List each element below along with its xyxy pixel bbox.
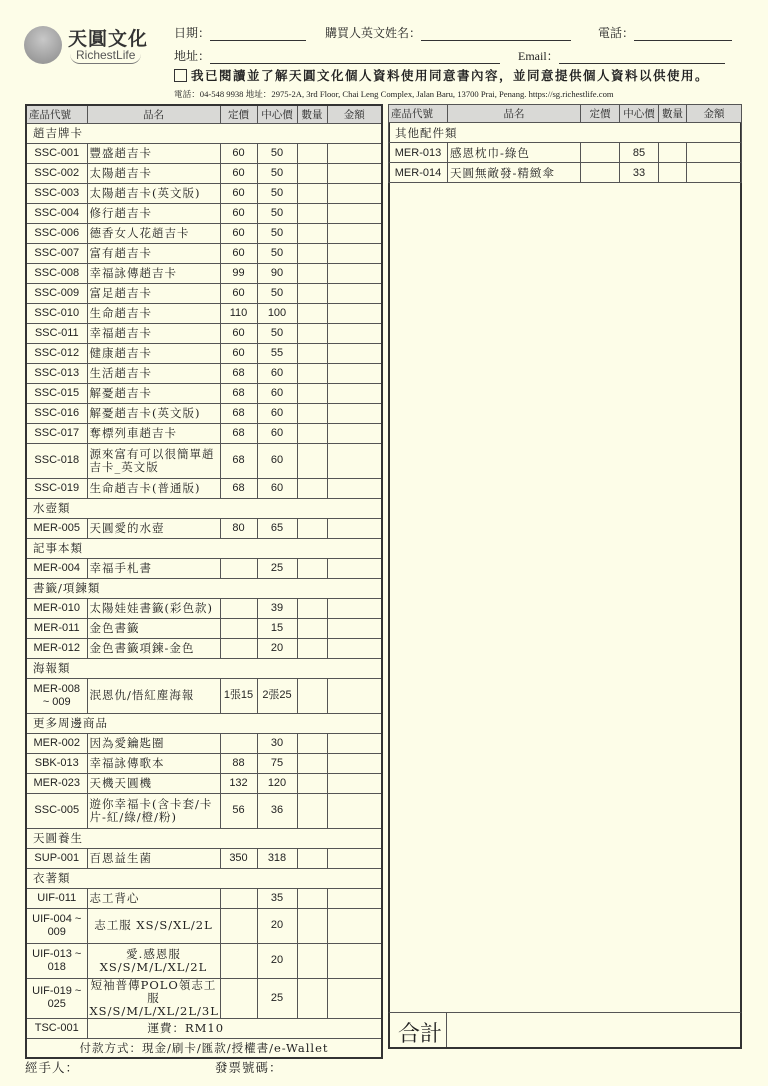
center-price: 60 <box>257 443 297 478</box>
center-price: 75 <box>257 753 297 773</box>
product-row <box>26 978 382 1018</box>
email-field[interactable] <box>518 47 725 64</box>
quantity-input[interactable] <box>297 243 327 263</box>
right-order-frame <box>388 104 742 1049</box>
list-price: 68 <box>220 423 257 443</box>
product-code: MER-014 <box>389 163 448 183</box>
list-price: 99 <box>220 263 257 283</box>
center-price: 318 <box>257 848 297 868</box>
list-price <box>220 618 257 638</box>
amount-input[interactable] <box>327 143 382 163</box>
date-label: 日期： <box>174 26 211 40</box>
amount-input[interactable] <box>327 243 382 263</box>
center-price: 20 <box>257 908 297 943</box>
center-price: 50 <box>257 143 297 163</box>
center-price: 25 <box>257 558 297 578</box>
center-price: 50 <box>257 203 297 223</box>
product-row <box>26 733 382 753</box>
payment-methods: 付款方式：現金/刷卡/匯款/授權書/e-Wallet <box>26 1038 382 1058</box>
list-price: 56 <box>220 793 257 828</box>
section-row <box>26 123 382 143</box>
product-code: SUP-001 <box>26 848 87 868</box>
product-code: UIF-011 <box>26 888 87 908</box>
list-price: 80 <box>220 518 257 538</box>
center-price: 50 <box>257 163 297 183</box>
product-code: SSC-019 <box>26 478 87 498</box>
amount-input[interactable] <box>327 423 382 443</box>
product-code: SSC-010 <box>26 303 87 323</box>
product-row <box>26 243 382 263</box>
product-name: 解憂趙吉卡(英文版) <box>87 403 220 423</box>
product-code: UIF-019 ~ 025 <box>26 978 87 1018</box>
product-row <box>389 143 742 163</box>
consent-text: 我已閱讀並了解天圓文化個人資料使用同意書內容，並同意提供個人資料以供使用。 <box>191 68 710 83</box>
list-price: 68 <box>220 478 257 498</box>
product-row <box>26 283 382 303</box>
section-row <box>26 538 382 558</box>
col-header-price: 定價 <box>581 105 620 123</box>
list-price: 350 <box>220 848 257 868</box>
product-code: SSC-011 <box>26 323 87 343</box>
product-code: UIF-013 ~ 018 <box>26 943 87 978</box>
quantity-input[interactable] <box>297 753 327 773</box>
product-code: MER-008 ~ 009 <box>26 678 87 713</box>
amount-input[interactable] <box>327 383 382 403</box>
center-price: 90 <box>257 263 297 283</box>
product-name: 幸福詠傳歌本 <box>87 753 220 773</box>
amount-input[interactable] <box>327 753 382 773</box>
center-price: 25 <box>257 978 297 1018</box>
center-price: 20 <box>257 638 297 658</box>
quantity-input[interactable] <box>297 978 327 1018</box>
product-name: 太陽趙吉卡 <box>87 163 220 183</box>
quantity-input[interactable] <box>297 323 327 343</box>
invoice-label: 發票號碼： <box>215 1060 283 1075</box>
product-code: SSC-017 <box>26 423 87 443</box>
list-price <box>220 908 257 943</box>
quantity-input[interactable] <box>297 183 327 203</box>
product-row <box>26 638 382 658</box>
product-name: 泯恩仇/悟紅塵海報 <box>87 678 220 713</box>
product-name: 生命趙吉卡(普通版) <box>87 478 220 498</box>
center-price: 120 <box>257 773 297 793</box>
list-price: 60 <box>220 223 257 243</box>
quantity-input[interactable] <box>297 733 327 753</box>
product-name: 愛.感恩服 XS/S/M/L/XL/2L <box>87 943 220 978</box>
company-contact: 電話：04-548 9938 地址：2975-2A, 3rd Floor, Chai Leng Complex, Jalan Baru, 13700 Prai, Penang. https://sg.richestlife.com <box>174 89 614 99</box>
payment-row <box>26 1038 382 1058</box>
product-name: 太陽娃娃書籤(彩色款) <box>87 598 220 618</box>
handler-label: 經手人： <box>25 1060 80 1075</box>
product-name: 百恩益生菌 <box>87 848 220 868</box>
section-row <box>26 713 382 733</box>
quantity-input[interactable] <box>297 908 327 943</box>
center-price: 65 <box>257 518 297 538</box>
product-code: SSC-001 <box>26 143 87 163</box>
list-price: 132 <box>220 773 257 793</box>
amount-input[interactable] <box>327 363 382 383</box>
col-header-code: 產品代號 <box>26 105 87 123</box>
amount-input[interactable] <box>327 558 382 578</box>
amount-input[interactable] <box>327 888 382 908</box>
product-code: MER-023 <box>26 773 87 793</box>
product-name: 金色書籤項鍊-金色 <box>87 638 220 658</box>
logo-en: RichestLife <box>70 48 141 64</box>
quantity-input[interactable] <box>297 848 327 868</box>
quantity-input[interactable] <box>297 478 327 498</box>
center-price: 60 <box>257 383 297 403</box>
product-row <box>26 518 382 538</box>
quantity-input[interactable] <box>297 638 327 658</box>
list-price: 60 <box>220 143 257 163</box>
product-code: MER-013 <box>389 143 448 163</box>
center-price: 30 <box>257 733 297 753</box>
col-header-center: 中心價 <box>257 105 297 123</box>
quantity-input[interactable] <box>297 773 327 793</box>
product-code: SSC-004 <box>26 203 87 223</box>
list-price <box>220 558 257 578</box>
center-price: 39 <box>257 598 297 618</box>
product-code: SSC-006 <box>26 223 87 243</box>
product-row <box>26 223 382 243</box>
right-order-table <box>388 104 742 183</box>
amount-input[interactable] <box>327 518 382 538</box>
section-row <box>26 498 382 518</box>
consent-checkbox[interactable] <box>174 66 709 84</box>
amount-input[interactable] <box>327 943 382 978</box>
product-name: 金色書籤 <box>87 618 220 638</box>
quantity-input[interactable] <box>297 558 327 578</box>
amount-input[interactable] <box>327 733 382 753</box>
amount-input[interactable] <box>327 443 382 478</box>
product-row <box>26 363 382 383</box>
list-price <box>220 943 257 978</box>
product-name: 短袖普傳POLO領志工服 XS/S/M/L/XL/2L/3L <box>87 978 220 1018</box>
center-price: 60 <box>257 423 297 443</box>
section-title: 記事本類 <box>26 538 382 558</box>
product-name: 天圓無敵發-精緻傘 <box>448 163 581 183</box>
center-price: 60 <box>257 478 297 498</box>
product-name: 德香女人花趙吉卡 <box>87 223 220 243</box>
shipping-code: TSC-001 <box>26 1018 87 1038</box>
total-row <box>388 1012 742 1049</box>
center-price: 100 <box>257 303 297 323</box>
amount-input[interactable] <box>327 978 382 1018</box>
quantity-input[interactable] <box>297 203 327 223</box>
product-name: 源來富有可以很簡單趙吉卡_英文版 <box>87 443 220 478</box>
list-price: 68 <box>220 403 257 423</box>
list-price: 60 <box>220 323 257 343</box>
product-row <box>26 618 382 638</box>
product-row <box>26 423 382 443</box>
email-label: Email： <box>518 49 559 63</box>
list-price <box>220 598 257 618</box>
product-row <box>26 443 382 478</box>
col-header-price: 定價 <box>220 105 257 123</box>
product-code: SSC-003 <box>26 183 87 203</box>
product-code: UIF-004 ~ 009 <box>26 908 87 943</box>
product-row <box>26 203 382 223</box>
product-name: 幸福詠傳趙吉卡 <box>87 263 220 283</box>
product-name: 奪標列車趙吉卡 <box>87 423 220 443</box>
quantity-input[interactable] <box>297 443 327 478</box>
shipping-label: 運費：RM10 <box>87 1018 382 1038</box>
left-order-table <box>25 104 383 1059</box>
amount-input[interactable] <box>327 773 382 793</box>
product-row <box>26 773 382 793</box>
quantity-input[interactable] <box>297 598 327 618</box>
section-row <box>389 123 742 143</box>
section-row <box>26 868 382 888</box>
section-title: 天圓養生 <box>26 828 382 848</box>
product-code: MER-011 <box>26 618 87 638</box>
product-code: MER-005 <box>26 518 87 538</box>
quantity-input[interactable] <box>297 423 327 443</box>
product-row <box>26 263 382 283</box>
product-name: 生命趙吉卡 <box>87 303 220 323</box>
product-row <box>26 908 382 943</box>
product-name: 天機天圓機 <box>87 773 220 793</box>
product-name: 富有趙吉卡 <box>87 243 220 263</box>
col-header-code: 產品代號 <box>389 105 448 123</box>
product-name: 富足趙吉卡 <box>87 283 220 303</box>
quantity-input[interactable] <box>297 343 327 363</box>
list-price <box>220 978 257 1018</box>
amount-input[interactable] <box>327 478 382 498</box>
col-header-qty: 數量 <box>659 105 687 123</box>
product-code: SSC-013 <box>26 363 87 383</box>
section-title: 衣著類 <box>26 868 382 888</box>
product-name: 遊你幸福卡(含卡套/卡片-紅/綠/橙/粉) <box>87 793 220 828</box>
buyer-field[interactable] <box>325 24 571 41</box>
amount-input[interactable] <box>327 343 382 363</box>
amount-input[interactable] <box>327 908 382 943</box>
amount-input[interactable] <box>327 618 382 638</box>
product-code: SSC-009 <box>26 283 87 303</box>
list-price <box>581 163 620 183</box>
center-price: 50 <box>257 243 297 263</box>
quantity-input[interactable] <box>297 888 327 908</box>
amount-input[interactable] <box>327 793 382 828</box>
product-name: 志工背心 <box>87 888 220 908</box>
center-price: 60 <box>257 363 297 383</box>
section-title: 其他配件類 <box>389 123 742 143</box>
center-price: 50 <box>257 283 297 303</box>
col-header-name: 品名 <box>87 105 220 123</box>
list-price <box>220 733 257 753</box>
quantity-input[interactable] <box>297 618 327 638</box>
product-row <box>26 943 382 978</box>
list-price: 88 <box>220 753 257 773</box>
product-code: SSC-016 <box>26 403 87 423</box>
amount-input[interactable] <box>327 303 382 323</box>
product-row <box>26 143 382 163</box>
product-row <box>26 343 382 363</box>
product-code: MER-004 <box>26 558 87 578</box>
product-code: SSC-002 <box>26 163 87 183</box>
product-row <box>26 793 382 828</box>
product-name: 感恩枕巾-綠色 <box>448 143 581 163</box>
product-name: 生活趙吉卡 <box>87 363 220 383</box>
product-row <box>26 403 382 423</box>
quantity-input[interactable] <box>297 383 327 403</box>
product-code: MER-002 <box>26 733 87 753</box>
section-title: 書籤/項鍊類 <box>26 578 382 598</box>
address-label: 地址： <box>174 49 211 63</box>
amount-input[interactable] <box>327 283 382 303</box>
list-price: 60 <box>220 183 257 203</box>
product-row <box>26 678 382 713</box>
product-code: MER-010 <box>26 598 87 618</box>
product-code: SBK-013 <box>26 753 87 773</box>
quantity-input[interactable] <box>659 163 687 183</box>
amount-input[interactable] <box>327 163 382 183</box>
phone-field[interactable] <box>598 24 732 41</box>
section-title: 趙吉牌卡 <box>26 123 382 143</box>
col-header-amount: 金額 <box>327 105 382 123</box>
col-header-amount: 金額 <box>687 105 742 123</box>
quantity-input[interactable] <box>659 143 687 163</box>
amount-input[interactable] <box>327 848 382 868</box>
quantity-input[interactable] <box>297 263 327 283</box>
product-name: 幸福手札書 <box>87 558 220 578</box>
quantity-input[interactable] <box>297 943 327 978</box>
section-row <box>26 828 382 848</box>
amount-input[interactable] <box>327 183 382 203</box>
product-code: SSC-015 <box>26 383 87 403</box>
logo <box>22 22 162 70</box>
phone-label: 電話： <box>598 26 635 40</box>
list-price <box>581 143 620 163</box>
product-name: 幸福趙吉卡 <box>87 323 220 343</box>
product-row <box>26 848 382 868</box>
center-price: 33 <box>620 163 659 183</box>
product-name: 健康趙吉卡 <box>87 343 220 363</box>
shipping-row <box>26 1018 382 1038</box>
product-row <box>26 558 382 578</box>
amount-input[interactable] <box>327 598 382 618</box>
section-row <box>26 658 382 678</box>
list-price: 60 <box>220 343 257 363</box>
product-name: 因為愛鑰匙圈 <box>87 733 220 753</box>
amount-input[interactable] <box>327 638 382 658</box>
product-row <box>26 323 382 343</box>
total-label: 合計 <box>398 1022 443 1047</box>
section-title: 水壺類 <box>26 498 382 518</box>
center-price: 50 <box>257 223 297 243</box>
list-price <box>220 888 257 908</box>
quantity-input[interactable] <box>297 143 327 163</box>
logo-circle-icon <box>24 26 62 64</box>
center-price: 50 <box>257 323 297 343</box>
amount-input[interactable] <box>327 678 382 713</box>
product-code: MER-012 <box>26 638 87 658</box>
quantity-input[interactable] <box>297 303 327 323</box>
product-name: 志工服 XS/S/XL/2L <box>87 908 220 943</box>
amount-input[interactable] <box>687 163 742 183</box>
amount-input[interactable] <box>327 403 382 423</box>
col-header-center: 中心價 <box>620 105 659 123</box>
list-price: 60 <box>220 203 257 223</box>
col-header-qty: 數量 <box>297 105 327 123</box>
list-price <box>220 638 257 658</box>
product-row <box>26 183 382 203</box>
amount-input[interactable] <box>327 203 382 223</box>
center-price: 85 <box>620 143 659 163</box>
center-price: 15 <box>257 618 297 638</box>
section-title: 海報類 <box>26 658 382 678</box>
list-price: 1張15 <box>220 678 257 713</box>
section-row <box>26 578 382 598</box>
list-price: 68 <box>220 383 257 403</box>
list-price: 60 <box>220 283 257 303</box>
list-price: 60 <box>220 163 257 183</box>
center-price: 36 <box>257 793 297 828</box>
list-price: 68 <box>220 443 257 478</box>
product-name: 修行趙吉卡 <box>87 203 220 223</box>
product-code: SSC-018 <box>26 443 87 478</box>
logo-cn: 天圓文化 <box>68 28 149 50</box>
product-row <box>26 163 382 183</box>
center-price: 55 <box>257 343 297 363</box>
quantity-input[interactable] <box>297 678 327 713</box>
amount-input[interactable] <box>327 323 382 343</box>
product-name: 解憂趙吉卡 <box>87 383 220 403</box>
list-price: 68 <box>220 363 257 383</box>
list-price: 110 <box>220 303 257 323</box>
product-code: SSC-008 <box>26 263 87 283</box>
quantity-input[interactable] <box>297 223 327 243</box>
product-row <box>26 598 382 618</box>
product-row <box>26 383 382 403</box>
product-row <box>26 303 382 323</box>
center-price: 20 <box>257 943 297 978</box>
product-row <box>389 163 742 183</box>
amount-input[interactable] <box>327 223 382 243</box>
quantity-input[interactable] <box>297 403 327 423</box>
amount-input[interactable] <box>687 143 742 163</box>
product-row <box>26 478 382 498</box>
list-price: 60 <box>220 243 257 263</box>
amount-input[interactable] <box>327 263 382 283</box>
product-row <box>26 888 382 908</box>
quantity-input[interactable] <box>297 793 327 828</box>
checkbox-icon[interactable] <box>174 69 187 82</box>
product-name: 豐盛趙吉卡 <box>87 143 220 163</box>
buyer-label: 購買人英文姓名： <box>325 26 422 40</box>
section-title: 更多周邊商品 <box>26 713 382 733</box>
quantity-input[interactable] <box>297 283 327 303</box>
address-field[interactable] <box>174 47 500 64</box>
product-row <box>26 753 382 773</box>
center-price: 60 <box>257 403 297 423</box>
product-code: SSC-012 <box>26 343 87 363</box>
product-name: 天圓愛的水壺 <box>87 518 220 538</box>
center-price: 50 <box>257 183 297 203</box>
center-price: 2張25 <box>257 678 297 713</box>
quantity-input[interactable] <box>297 363 327 383</box>
quantity-input[interactable] <box>297 518 327 538</box>
product-code: SSC-007 <box>26 243 87 263</box>
quantity-input[interactable] <box>297 163 327 183</box>
product-name: 太陽趙吉卡(英文版) <box>87 183 220 203</box>
center-price: 35 <box>257 888 297 908</box>
product-code: SSC-005 <box>26 793 87 828</box>
col-header-name: 品名 <box>448 105 581 123</box>
date-field[interactable] <box>174 24 306 41</box>
